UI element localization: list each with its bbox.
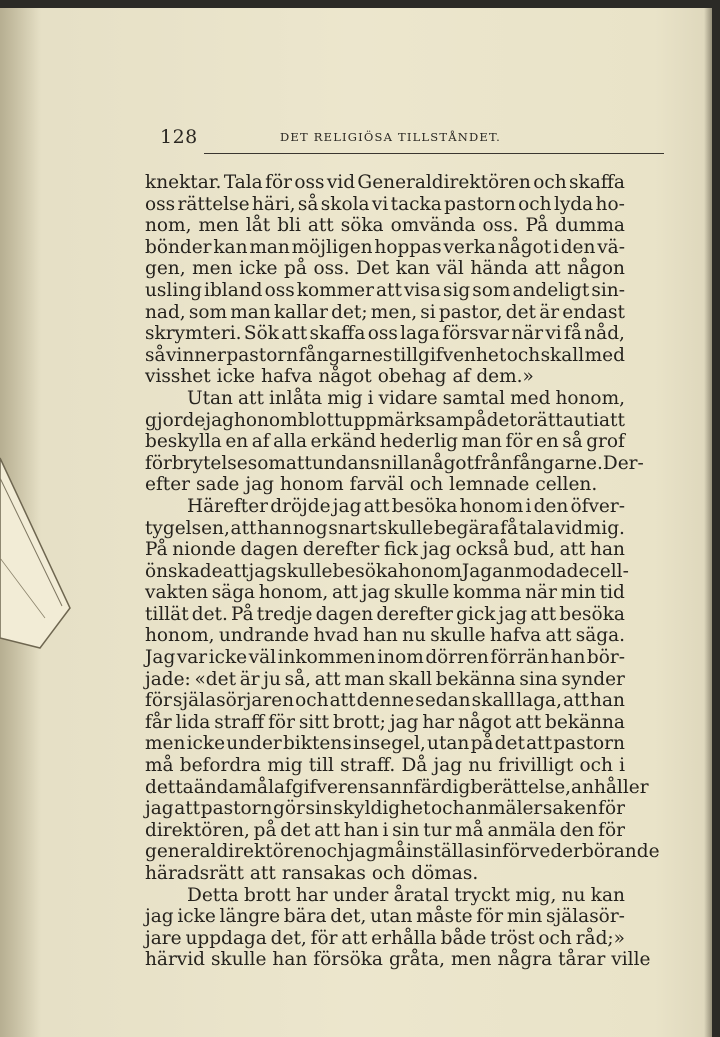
- text-line: knektar. Tala för oss vid Generaldirektören och skaffa: [145, 172, 625, 193]
- text-line: beskylla en af alla erkänd hederlig man för en så grof: [145, 431, 625, 453]
- text-line: jare uppdaga det, för att erhålla både tröst och råd;»: [145, 927, 625, 949]
- text-line: vakten säga honom, att jag skulle komma när min tid: [145, 582, 625, 604]
- text-line: nom, men låt bli att söka omvända oss. På dumma: [145, 215, 625, 237]
- header-rule: [204, 153, 664, 154]
- page-number: 128: [160, 126, 198, 148]
- text-line: generaldirektören och jag må inställas inför vederbörande: [145, 841, 660, 863]
- text-line: bönder kan man möjligen hoppas verka något i den vä-: [145, 236, 625, 258]
- text-line: oss rättelse häri, så skola vi tacka pastorn och lyda ho-: [145, 193, 625, 215]
- text-line: tygelsen, att han nog snart skulle begära få tala vid mig.: [145, 517, 625, 539]
- text-line: jag att pastorn gör sin skyldighet och anmäler saken för: [145, 798, 625, 820]
- page-edge: [704, 8, 712, 1037]
- text-line: visshet icke hafva något obehag af dem.»: [145, 366, 534, 388]
- text-line: tillät det. På tredje dagen derefter gick jag att besöka: [145, 603, 625, 625]
- text-line: jade: «det är ju så, att man skall bekänna sina synder: [145, 668, 625, 690]
- paragraph: [145, 387, 644, 496]
- text-line: direktören, på det att han i sin tur må anmäla den för: [145, 819, 625, 841]
- text-line: Härefter dröjde jag att besöka honom i den öfver-: [187, 495, 625, 517]
- text-line: önskade att jag skulle besöka honom Jag anmodade cell-: [145, 560, 629, 582]
- text-line: detta ändamål afgifver en sannfärdig berättelse, anhåller: [145, 776, 649, 798]
- text-line: skrymteri. Sök att skaffa oss laga försvar när vi få nåd,: [145, 323, 625, 345]
- text-line: för själasörjaren och att denne sedan skall laga, att han: [145, 690, 625, 712]
- text-line: så vinner pastorn fångarnes tillgifvenhet och skall med: [145, 344, 625, 366]
- text-line: honom, undrande hvad han nu skulle hafva att säga.: [145, 625, 625, 647]
- text-line: usling ibland oss kommer att visa sig som andeligt sin-: [145, 279, 625, 301]
- text-line: gen, men icke på oss. Det kan väl hända att någon: [145, 258, 625, 280]
- text-line: jag icke längre bära det, utan måste för min själasör-: [145, 906, 625, 928]
- folded-paper-slip: [0, 438, 90, 658]
- text-line: efter sade jag honom farväl och lemnade cellen.: [145, 474, 598, 496]
- text-line: härvid skulle han försöka gråta, men några tårar ville: [145, 949, 651, 971]
- text-line: nad, som man kallar det; men, si pastor, det är endast: [145, 301, 625, 323]
- text-line: häradsrätt att ransakas och dömas.: [145, 863, 479, 884]
- paragraph: [145, 495, 660, 885]
- page-header: [160, 126, 640, 156]
- paragraph: [145, 884, 651, 971]
- text-line: Detta brott har under åratal tryckt mig, nu kan: [187, 884, 625, 906]
- book-page: [0, 8, 712, 1037]
- text-line: På nionde dagen derefter fick jag också bud, att han: [145, 539, 625, 561]
- text-line: må befordra mig till straff. Då jag nu frivilligt och i: [145, 755, 625, 777]
- text-line: Jag var icke väl inkommen inom dörren förrän han bör-: [145, 647, 625, 669]
- body-text: [145, 172, 660, 971]
- running-head: DET RELIGIÖSA TILLSTÅNDET.: [280, 130, 502, 144]
- text-line: förbrytelse som att undansnilla något från fångarne. Der-: [145, 452, 644, 474]
- text-line: gjorde jag honom blott uppmärksam på det orätta uti att: [145, 409, 625, 431]
- paragraph: [145, 172, 625, 388]
- text-line: Utan att inlåta mig i vidare samtal med honom,: [187, 387, 625, 409]
- text-line: men icke under biktens insegel, utan på det att pastorn: [145, 733, 625, 755]
- text-line: får lida straff för sitt brott; jag har något att bekänna: [145, 711, 625, 733]
